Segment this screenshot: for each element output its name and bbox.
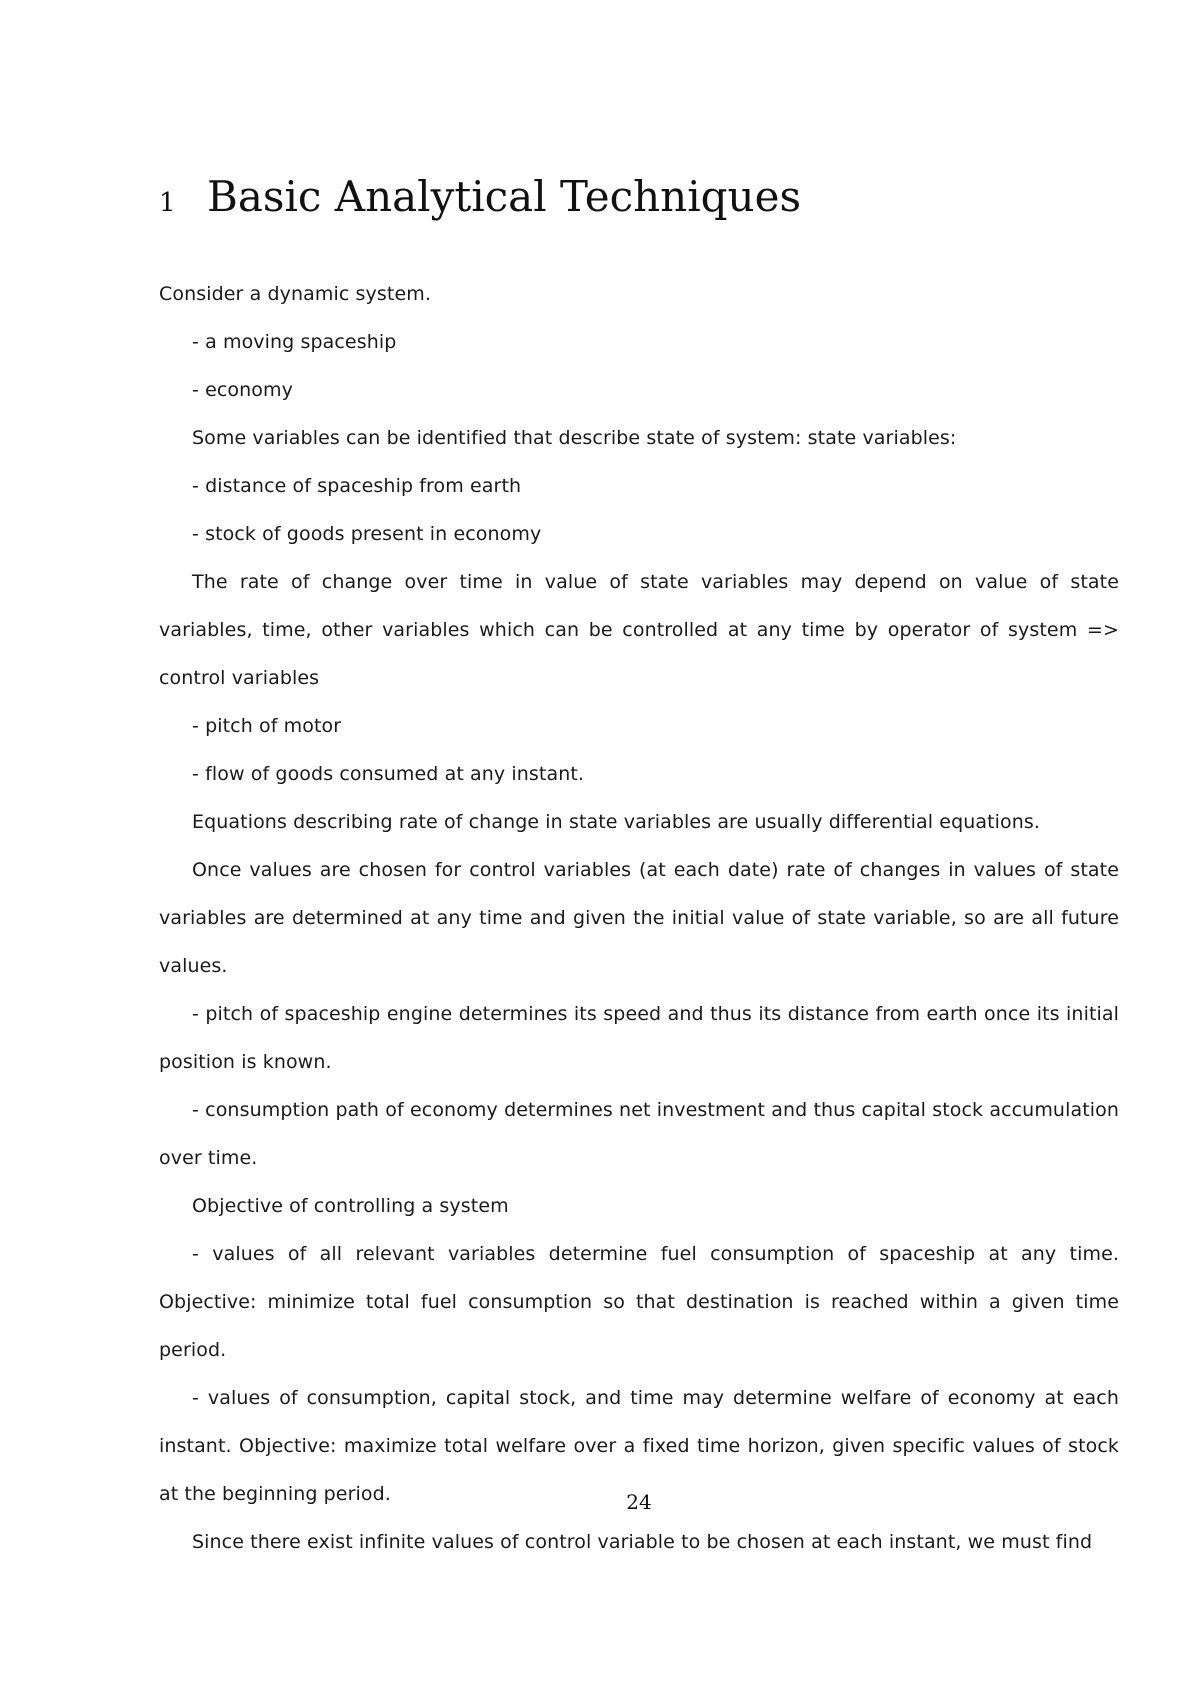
section-heading xyxy=(159,172,802,221)
section-title: Basic Analytical Techniques xyxy=(207,172,802,221)
list-item: - consumption path of economy determines net investment and thus capital stock accumulation over time. xyxy=(159,1099,1119,1169)
paragraph: Consider a dynamic system. xyxy=(159,283,431,305)
paragraph: Some variables can be identified that describe state of system: state variables: xyxy=(192,427,957,449)
list-item: - distance of spaceship from earth xyxy=(192,475,522,497)
list-item: - pitch of motor xyxy=(192,715,342,737)
body-text xyxy=(159,270,1119,1566)
document-page xyxy=(159,0,1119,1696)
paragraph: Objective of controlling a system xyxy=(192,1195,509,1217)
list-item: - pitch of spaceship engine determines its speed and thus its distance from earth once its initial position is known. xyxy=(159,1003,1119,1073)
paragraph: Once values are chosen for control variables (at each date) rate of changes in values of state variables are determined at any time and given the initial value of state variable, so are all future values. xyxy=(159,859,1119,977)
list-item: - a moving spaceship xyxy=(192,331,397,353)
list-item: - values of consumption, capital stock, and time may determine welfare of economy at each instant. Objective: maximize total welfare over a fixed time horizon, given specific values of stock at the beginning period. xyxy=(159,1387,1119,1505)
list-item: - values of all relevant variables determine fuel consumption of spaceship at any time. Objective: minimize total fuel consumption so that destination is reached within a given time period. xyxy=(159,1243,1119,1361)
list-item: - economy xyxy=(192,379,293,401)
paragraph: Since there exist infinite values of control variable to be chosen at each instant, we must find xyxy=(192,1531,1093,1553)
paragraph: The rate of change over time in value of state variables may depend on value of state variables, time, other variables which can be controlled at any time by operator of system => control variables xyxy=(159,571,1119,689)
list-item: - stock of goods present in economy xyxy=(192,523,542,545)
list-item: - flow of goods consumed at any instant. xyxy=(192,763,585,785)
page-number: 24 xyxy=(626,1490,652,1514)
paragraph: Equations describing rate of change in state variables are usually differential equations. xyxy=(192,811,1041,833)
section-number: 1 xyxy=(159,188,176,218)
